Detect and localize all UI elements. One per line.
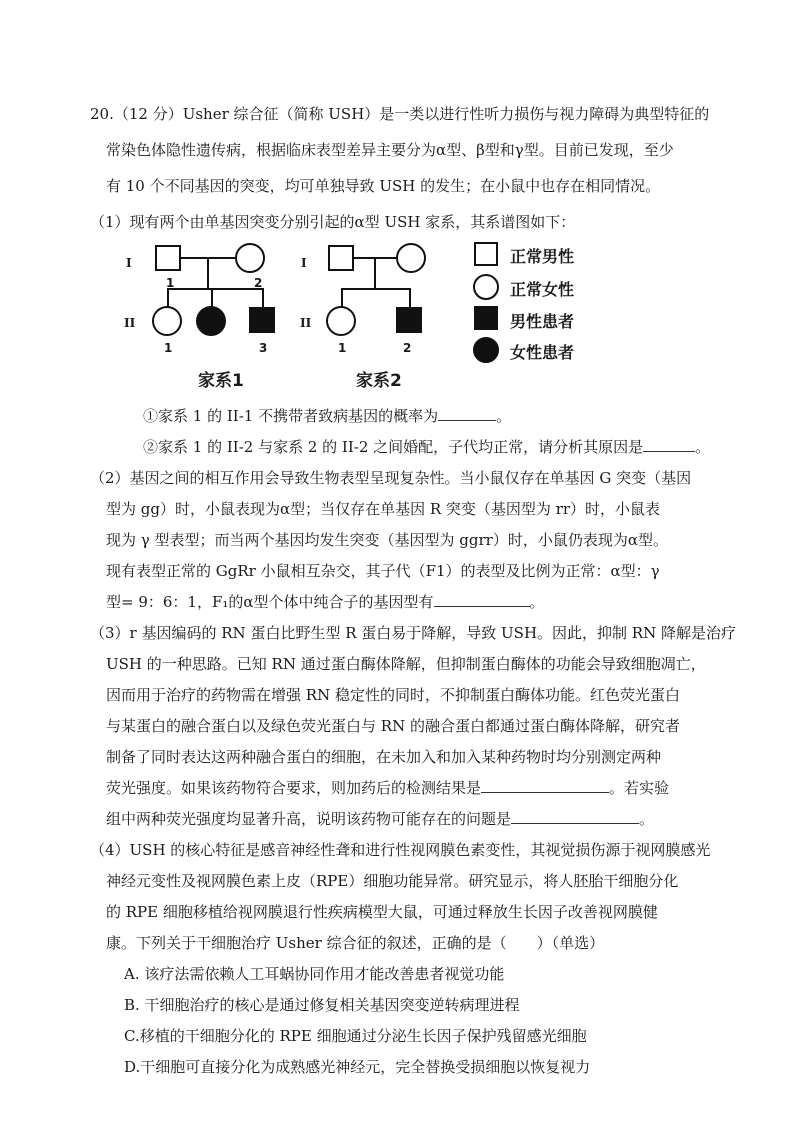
family1-sibship-line [167, 288, 264, 290]
part2-line-3: 现为 γ 型表型；而当两个基因均发生突变（基因型为 ggrr）时，小鼠仍表现为α型。 [106, 531, 668, 549]
option-b: B. 干细胞治疗的核心是通过修复相关基因突变逆转病理进程 [124, 996, 520, 1014]
part1-q2: ②家系 1 的 II-2 与家系 2 的 II-2 之间婚配，子代均正常，请分析其原因是 。 [143, 438, 711, 456]
family2-I2-normal-female [396, 243, 426, 273]
pedigree-figure [0, 0, 800, 400]
family1-gen2-label: II [124, 316, 136, 330]
family2-I1-normal-male [328, 245, 354, 271]
option-a: A. 该疗法需依赖人工耳蜗协同作用才能改善患者视觉功能 [124, 965, 505, 983]
legend-affected-female: 女性患者 [510, 343, 575, 362]
family1-I1-number: 1 [166, 276, 175, 290]
part4-line-4: 康。下列关于干细胞治疗 Usher 综合征的叙述，正确的是（ ）（单选） [106, 934, 605, 952]
part3-line-3: 因而用于治疗的药物需在增强 RN 稳定性的同时，不抑制蛋白酶体功能。红色荧光蛋白 [106, 686, 680, 704]
family2-sibship-line [341, 288, 411, 290]
family1-II3-affected-male [249, 307, 275, 333]
part4-line-2: 神经元变性及视网膜色素上皮（RPE）细胞功能异常。研究显示，将人胚胎干细胞分化 [106, 872, 679, 890]
answer-blank-2[interactable] [643, 437, 695, 452]
question-line-1: 20.（12 分）Usher 综合征（简称 USH）是一类以进行性听力损伤与视力障碍为典型特征的 [90, 105, 710, 123]
part2-line-4: 现有表型正常的 GgRr 小鼠相互杂交，其子代（F1）的表型及比例为正常：α型：γ [106, 562, 660, 580]
family1-descent-line [207, 258, 209, 289]
option-c: C.移植的干细胞分化的 RPE 细胞通过分泌生长因子保护残留感光细胞 [124, 1027, 587, 1045]
family1-II1-normal-female [152, 306, 182, 336]
family1-II2-affected-female [196, 306, 226, 336]
part4-line-1: （4）USH 的核心特征是感音神经性聋和进行性视网膜色素变性，其视觉损伤源于视网膜感光 [90, 841, 711, 859]
part1-q1: ①家系 1 的 II-1 不携带者致病基因的概率为 。 [143, 407, 512, 425]
part4-line-3: 的 RPE 细胞移植给视网膜退行性疾病模型大鼠，可通过释放生长因子改善视网膜健 [106, 903, 658, 921]
legend-affected-male-symbol [474, 306, 498, 330]
legend-affected-male: 男性患者 [510, 312, 575, 331]
family2-title: 家系2 [356, 371, 402, 391]
family2-II2-number: 2 [403, 341, 412, 355]
option-d: D.干细胞可直接分化为成熟感光神经元，完全替换受损细胞以恢复视力 [124, 1058, 591, 1076]
family1-I2-normal-female [235, 243, 265, 273]
family1-title: 家系1 [198, 371, 244, 391]
part3-line-4: 与某蛋白的融合蛋白以及绿色荧光蛋白与 RN 的融合蛋白都通过蛋白酶体降解，研究者 [106, 717, 680, 735]
part3-line-6: 荧光强度。如果该药物符合要求，则加药后的检测结果是 。若实验 [106, 779, 670, 797]
family2-gen1-label: I [301, 256, 307, 270]
legend-normal-male: 正常男性 [510, 247, 575, 266]
family1-I1-normal-male [155, 245, 181, 271]
question-line-2: 常染色体隐性遗传病，根据临床表型差异主要分为α型、β型和γ型。目前已发现，至少 [106, 141, 674, 159]
family1-I2-number: 2 [254, 276, 263, 290]
answer-blank-1[interactable] [438, 406, 496, 421]
legend-affected-female-symbol [473, 337, 499, 363]
family2-descent-line [374, 258, 376, 289]
question-line-3: 有 10 个不同基因的突变，均可单独导致 USH 的发生；在小鼠中也存在相同情况。 [106, 177, 661, 195]
part2-line-1: （2）基因之间的相互作用会导致生物表型呈现复杂性。当小鼠仅存在单基因 G 突变（基因 [90, 469, 692, 487]
family1-II3-number: 3 [259, 341, 268, 355]
answer-blank-3[interactable] [434, 592, 530, 607]
family2-II2-affected-male [396, 307, 422, 333]
family2-II1-number: 1 [338, 341, 347, 355]
family1-gen1-label: I [126, 256, 132, 270]
part3-line-7: 组中两种荧光强度均显著升高，说明该药物可能存在的问题是 。 [106, 810, 655, 828]
legend-normal-female: 正常女性 [510, 280, 575, 299]
family1-II1-number: 1 [164, 341, 173, 355]
part2-line-2: 型为 gg）时，小鼠表现为α型；当仅存在单基因 R 突变（基因型为 rr）时，小鼠表 [106, 500, 661, 518]
part3-line-2: USH 的一种思路。已知 RN 通过蛋白酶体降解，但抑制蛋白酶体的功能会导致细胞凋亡， [106, 655, 706, 673]
legend-normal-male-symbol [474, 242, 498, 266]
answer-blank-4[interactable] [481, 778, 609, 793]
part1-intro: （1）现有两个由单基因突变分别引起的α型 USH 家系，其系谱图如下： [90, 213, 576, 231]
part2-line-5: 型= 9：6：1，F₁的α型个体中纯合子的基因型有 。 [106, 593, 545, 611]
family2-gen2-label: II [300, 316, 312, 330]
part3-line-5: 制备了同时表达这两种融合蛋白的细胞，在未加入和加入某种药物时均分别测定两种 [106, 748, 662, 766]
family2-II1-normal-female [326, 306, 356, 336]
legend-normal-female-symbol [473, 274, 499, 300]
answer-blank-5[interactable] [511, 809, 639, 824]
part3-line-1: （3）r 基因编码的 RN 蛋白比野生型 R 蛋白易于降解，导致 USH。因此，抑制 RN 降解是治疗 [90, 624, 736, 642]
